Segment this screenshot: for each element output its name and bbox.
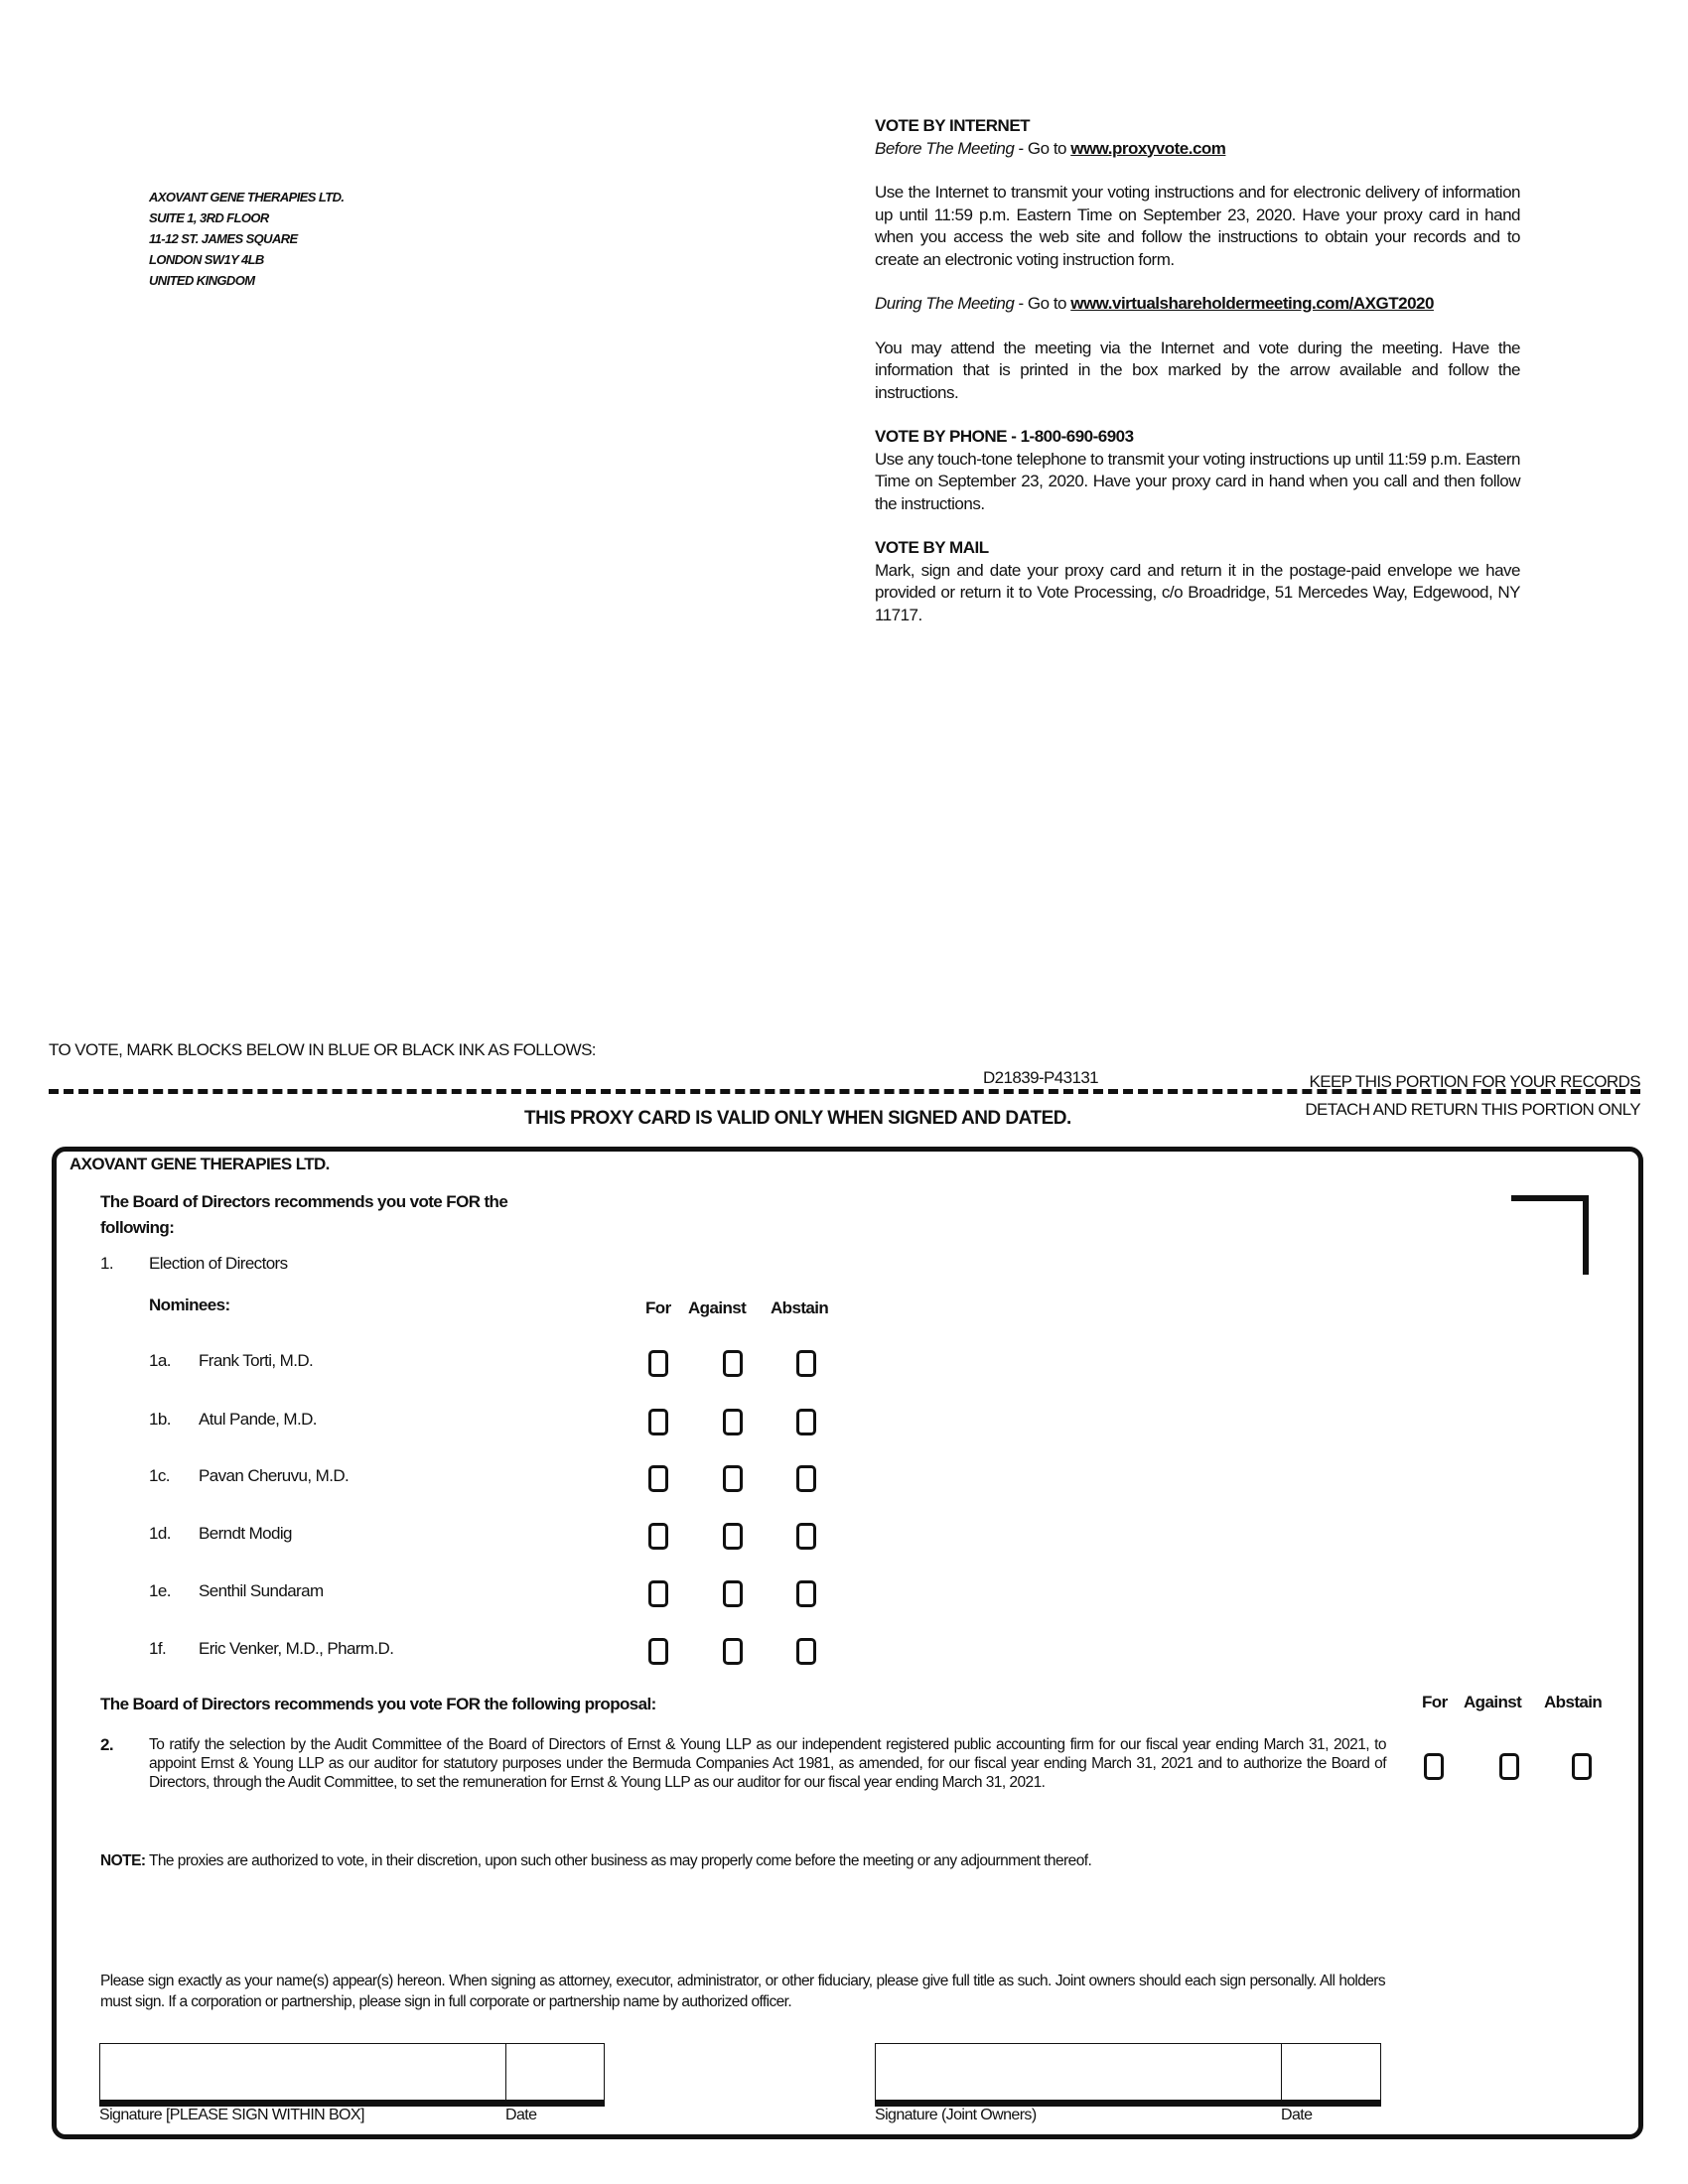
phone-heading: VOTE BY PHONE - 1-800-690-6903 — [875, 427, 1134, 446]
keep-portion-label: KEEP THIS PORTION FOR YOUR RECORDS — [1309, 1072, 1640, 1091]
proxyvote-link[interactable]: www.proxyvote.com — [1070, 138, 1226, 158]
date-divider — [505, 2044, 506, 2100]
nominee-against-checkbox[interactable] — [723, 1523, 743, 1550]
nominee-name: Senthil Sundaram — [199, 1581, 324, 1600]
phone-text: Use any touch-tone telephone to transmit your voting instructions up until 11:59 p.m. Eastern Time on September 23, 2020. Have your proxy card in hand when you call and then follow the instructions. — [875, 449, 1520, 513]
address-line: LONDON SW1Y 4LB — [149, 252, 264, 267]
address-line: 11-12 ST. JAMES SQUARE — [149, 231, 298, 246]
item2-number: 2. — [100, 1735, 113, 1754]
goto-text: - Go to — [1014, 294, 1071, 313]
nominee-against-checkbox[interactable] — [723, 1638, 743, 1665]
item1-label: Election of Directors — [149, 1254, 288, 1273]
goto-text: - Go to — [1014, 138, 1071, 158]
nominee-abstain-checkbox[interactable] — [796, 1465, 816, 1492]
internet-text: Use the Internet to transmit your voting instructions and for electronic delivery of information up until 11:59 p.m. Eastern Time on September 23, 2020. Have your proxy card in hand when you access the web site and follow the instructions to obtain your records and to create an electronic voting instruction form. — [875, 183, 1520, 269]
nominee-abstain-checkbox[interactable] — [796, 1580, 816, 1607]
nominee-abstain-checkbox[interactable] — [796, 1350, 816, 1377]
proposal2-for-checkbox[interactable] — [1424, 1753, 1444, 1780]
detach-line — [49, 1089, 1640, 1094]
during-text: You may attend the meeting via the Internet and vote during the meeting. Have the information that is printed in the box marked by the arrow available and follow the instructions. — [875, 338, 1520, 402]
address-line: AXOVANT GENE THERAPIES LTD. — [149, 190, 345, 205]
nominee-against-checkbox[interactable] — [723, 1580, 743, 1607]
date-label: Date — [505, 2107, 537, 2123]
joint-date-label: Date — [1281, 2107, 1313, 2123]
card-company: AXOVANT GENE THERAPIES LTD. — [70, 1155, 330, 1173]
joint-signature-label: Signature (Joint Owners) — [875, 2107, 1037, 2123]
detach-portion-label: DETACH AND RETURN THIS PORTION ONLY — [1305, 1100, 1640, 1119]
nominee-number: 1f. — [149, 1639, 167, 1658]
nominee-name: Eric Venker, M.D., Pharm.D. — [199, 1639, 394, 1658]
nominee-for-checkbox[interactable] — [648, 1638, 668, 1665]
recommend-1 — [100, 1189, 507, 1241]
mail-text: Mark, sign and date your proxy card and return it in the postage-paid envelope we have provided or return it to Vote Processing, c/o Broadridge, 51 Mercedes Way, Edgewood, NY 11717. — [875, 560, 1520, 624]
item2-text: To ratify the selection by the Audit Committee of the Board of Directors of Ernst & Young LLP as our independent registered public accounting firm for our fiscal year ending March 31, 2021, to appoint Ernst & Young LLP as our auditor for statutory purposes under the Bermuda Companies Act 1981, as amended, for our fiscal year ending March 31, 2021 and to authorize the Board of Directors, through the Audit Committee, to set the remuneration for Ernst & Young LLP as our auditor for our fiscal year ending March 31, 2021. — [149, 1736, 1386, 1791]
nominee-abstain-checkbox[interactable] — [796, 1409, 816, 1435]
col-abstain: Abstain — [771, 1298, 829, 1317]
nominee-name: Berndt Modig — [199, 1524, 292, 1543]
nominee-for-checkbox[interactable] — [648, 1523, 668, 1550]
address-line: SUITE 1, 3RD FLOOR — [149, 210, 269, 225]
col-against: Against — [688, 1298, 747, 1317]
proposal2-abstain-checkbox[interactable] — [1572, 1753, 1592, 1780]
item1-number: 1. — [100, 1254, 113, 1273]
nominee-for-checkbox[interactable] — [648, 1465, 668, 1492]
control-code: D21839-P43131 — [983, 1068, 1099, 1087]
valid-notice: THIS PROXY CARD IS VALID ONLY WHEN SIGNED AND DATED. — [524, 1108, 1071, 1129]
proposal2-against-checkbox[interactable] — [1499, 1753, 1519, 1780]
nominee-for-checkbox[interactable] — [648, 1580, 668, 1607]
nominee-number: 1e. — [149, 1581, 171, 1600]
nominees-label: Nominees: — [149, 1296, 230, 1314]
col-abstain-2: Abstain — [1544, 1693, 1603, 1711]
note-text: The proxies are authorized to vote, in their discretion, upon such other business as may properly come before the meeting or any adjournment thereof. — [145, 1852, 1092, 1869]
internet-heading: VOTE BY INTERNET — [875, 116, 1031, 135]
nominee-number: 1c. — [149, 1466, 170, 1485]
nominee-number: 1d. — [149, 1524, 171, 1543]
nominee-name: Frank Torti, M.D. — [199, 1351, 314, 1370]
nominee-for-checkbox[interactable] — [648, 1409, 668, 1435]
recommend-1-line: The Board of Directors recommends you vote FOR the — [100, 1192, 508, 1211]
mailing-address — [149, 187, 344, 291]
nominee-number: 1b. — [149, 1410, 171, 1429]
nominee-against-checkbox[interactable] — [723, 1465, 743, 1492]
note — [100, 1852, 1091, 1870]
mark-instructions: TO VOTE, MARK BLOCKS BELOW IN BLUE OR BLACK INK AS FOLLOWS: — [49, 1040, 596, 1059]
joint-signature-box[interactable] — [875, 2043, 1381, 2107]
nominee-name: Pavan Cheruvu, M.D. — [199, 1466, 350, 1485]
address-line: UNITED KINGDOM — [149, 273, 255, 288]
nominee-for-checkbox[interactable] — [648, 1350, 668, 1377]
signature-box[interactable] — [99, 2043, 605, 2107]
sign-instructions: Please sign exactly as your name(s) appear(s) hereon. When signing as attorney, executor, administrator, or other fiduciary, please give full title as such. Joint owners should each sign personally. All holders must sign. If a corporation or partnership, please sign in full corporate or partnership name by authorized officer. — [100, 1973, 1385, 2010]
col-for: For — [645, 1298, 671, 1317]
corner-mark — [1511, 1195, 1589, 1275]
note-label: NOTE: — [100, 1852, 146, 1869]
nominee-against-checkbox[interactable] — [723, 1409, 743, 1435]
mail-heading: VOTE BY MAIL — [875, 538, 989, 557]
col-for-2: For — [1422, 1693, 1448, 1711]
date-divider — [1281, 2044, 1282, 2100]
nominee-abstain-checkbox[interactable] — [796, 1638, 816, 1665]
signature-label: Signature [PLEASE SIGN WITHIN BOX] — [99, 2107, 364, 2123]
nominee-number: 1a. — [149, 1351, 171, 1370]
nominee-abstain-checkbox[interactable] — [796, 1523, 816, 1550]
col-against-2: Against — [1464, 1693, 1522, 1711]
during-label: During The Meeting — [875, 294, 1015, 313]
nominee-against-checkbox[interactable] — [723, 1350, 743, 1377]
nominee-name: Atul Pande, M.D. — [199, 1410, 317, 1429]
voting-instructions — [875, 115, 1520, 648]
recommend-1-line: following: — [100, 1218, 175, 1237]
recommend-2: The Board of Directors recommends you vote FOR the following proposal: — [100, 1695, 656, 1713]
before-label: Before The Meeting — [875, 138, 1015, 158]
virtual-meeting-link[interactable]: www.virtualshareholdermeeting.com/AXGT2020 — [1070, 294, 1434, 313]
